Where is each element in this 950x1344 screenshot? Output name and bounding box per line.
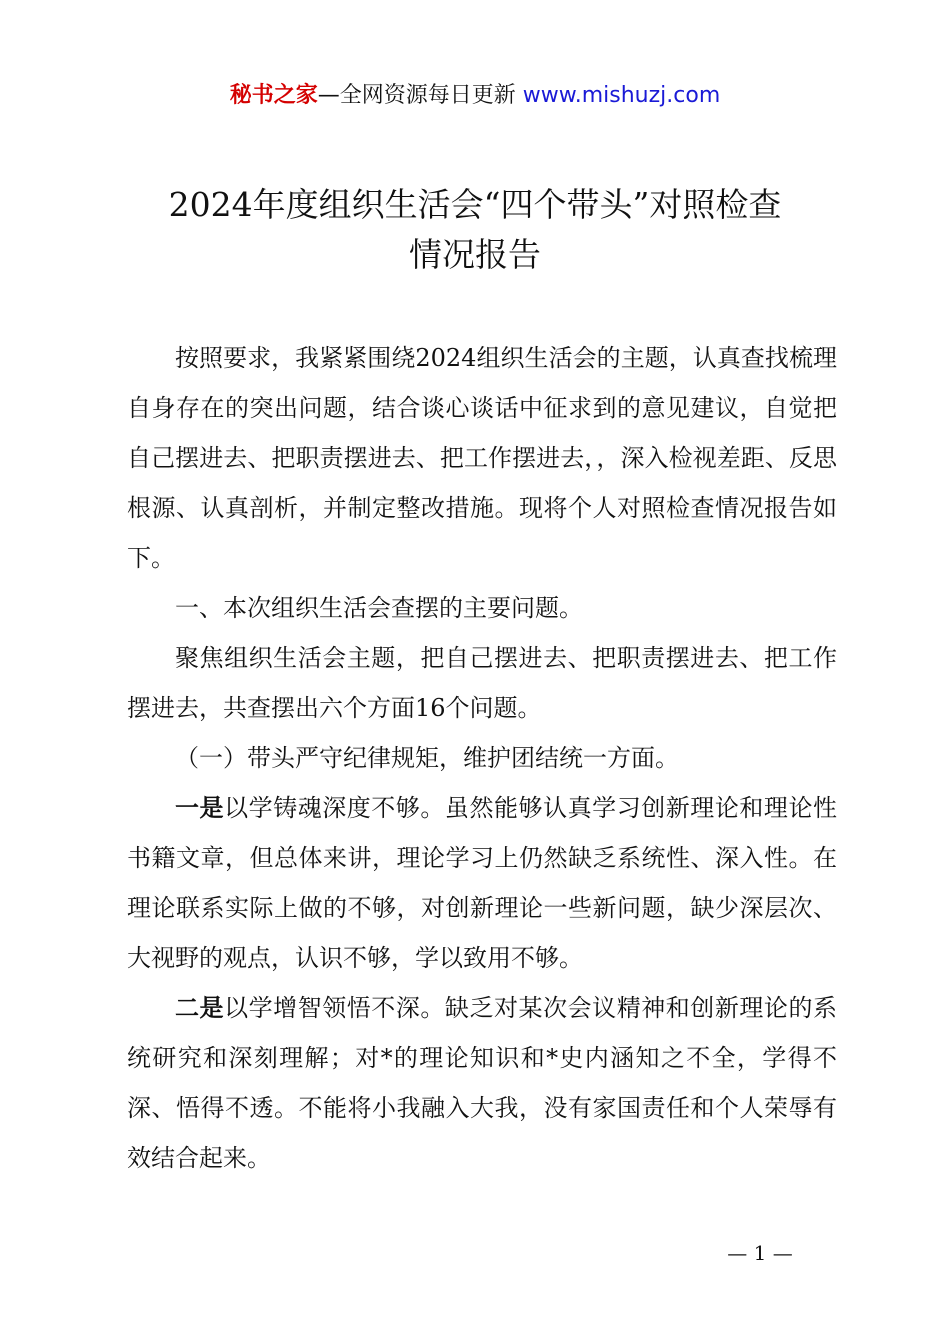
paragraph-text: 以学增智领悟不深。缺乏对某次会议精神和创新理论的系统研究和深刻理解；对*的理论知识和*史内涵知之不全，学得不深、悟得不透。不能将小我融入大我，没有家国责任和个人荣辱有效结合起来。 bbox=[127, 994, 837, 1172]
title-line-1: 2024年度组织生活会“四个带头”对照检查 bbox=[168, 185, 782, 224]
paragraph-point-1 bbox=[127, 783, 837, 983]
site-header bbox=[0, 80, 950, 112]
section-heading bbox=[127, 583, 837, 633]
paragraph-lead: 一是 bbox=[175, 793, 225, 822]
paragraph-intro bbox=[127, 333, 837, 583]
paragraph-text: 以学铸魂深度不够。虽然能够认真学习创新理论和理论性书籍文章，但总体来讲，理论学习上仍然缺乏系统性、深入性。在理论联系实际上做的不够，对创新理论一些新问题，缺少深层次、大视野的观点，认识不够，学以致用不够。 bbox=[127, 794, 837, 972]
subsection-heading bbox=[127, 733, 837, 783]
page-number: — 1 — bbox=[727, 1241, 793, 1265]
title-line-2: 情况报告 bbox=[409, 235, 541, 274]
paragraph-point-2 bbox=[127, 983, 837, 1183]
paragraph-text: （一）带头严守纪律规矩，维护团结统一方面。 bbox=[175, 744, 679, 772]
paragraph-text: 按照要求，我紧紧围绕2024组织生活会的主题，认真查找梳理自身存在的突出问题，结合谈心谈话中征求到的意见建议，自觉把自己摆进去、把职责摆进去、把工作摆进去，，深入检视差距、反思根源、认真剖析，并制定整改措施。现将个人对照检查情况报告如下。 bbox=[127, 344, 837, 572]
paragraph-summary bbox=[127, 633, 837, 733]
paragraph-lead: 二是 bbox=[175, 993, 225, 1022]
header-tagline: —全网资源每日更新 bbox=[317, 83, 523, 108]
document-body bbox=[127, 333, 837, 1183]
paragraph-text: 一、本次组织生活会查摆的主要问题。 bbox=[175, 594, 583, 622]
document-title bbox=[110, 180, 840, 280]
paragraph-text: 聚焦组织生活会主题，把自己摆进去、把职责摆进去、把工作摆进去，共查摆出六个方面16个问题。 bbox=[127, 644, 837, 722]
site-url[interactable]: www.mishuzj.com bbox=[522, 83, 721, 108]
brand-name: 秘书之家 bbox=[229, 83, 318, 108]
